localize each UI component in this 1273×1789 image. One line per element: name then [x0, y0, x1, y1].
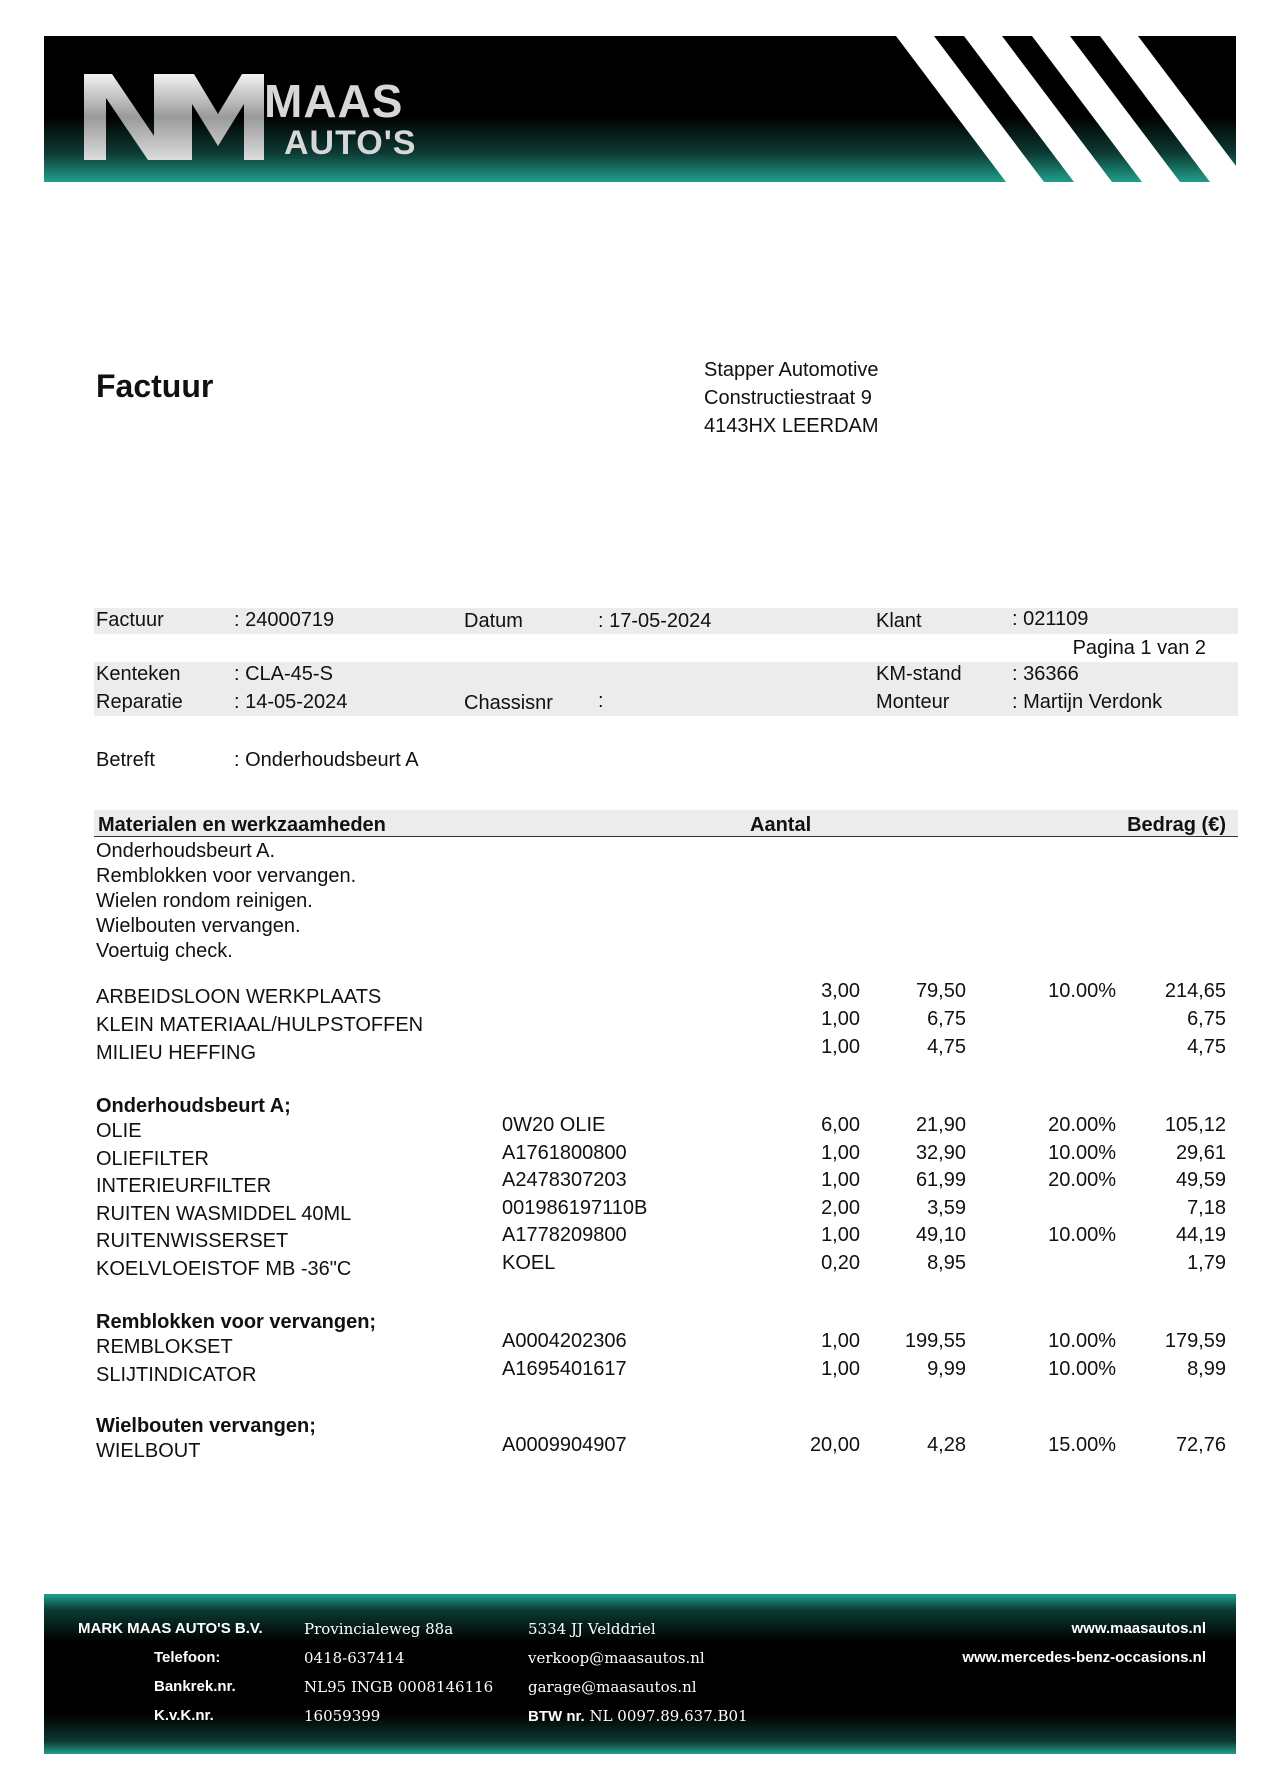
line-discount: 10.00% — [1048, 1224, 1116, 1247]
footer-btw — [528, 1707, 748, 1725]
footer-website-2[interactable]: www.mercedes-benz-occasions.nl — [962, 1649, 1206, 1666]
line-part-code: A1695401617 — [502, 1357, 627, 1380]
line-price: 4,75 — [927, 1036, 966, 1058]
chassis-value: : — [598, 690, 604, 712]
line-amount: 105,12 — [1164, 1114, 1226, 1136]
footer-city: 5334 JJ Velddriel — [528, 1620, 656, 1638]
line-amount: 179,59 — [1164, 1330, 1226, 1352]
line-qty: 20,00 — [809, 1434, 860, 1456]
line-description: OLIE — [96, 1120, 142, 1142]
line-amount: 4,75 — [1187, 1036, 1226, 1058]
footer-btw-label: BTW nr. — [528, 1708, 585, 1725]
line-amount: 72,76 — [1175, 1434, 1226, 1456]
line-amount: 49,59 — [1175, 1169, 1226, 1192]
kenteken-value: : CLA-45-S — [234, 663, 333, 685]
line-qty: 2,00 — [821, 1196, 860, 1219]
note-line: Remblokken voor vervangen. — [96, 865, 357, 887]
line-qty: 1,00 — [821, 1224, 860, 1247]
line-price: 61,99 — [915, 1169, 966, 1192]
line-description: WIELBOUT — [96, 1440, 201, 1462]
line-discount: 10.00% — [1048, 1330, 1116, 1352]
line-description: RUITEN WASMIDDEL 40ML — [96, 1202, 352, 1225]
line-description: OLIEFILTER — [96, 1147, 209, 1170]
line-amount: 7,18 — [1187, 1196, 1226, 1219]
line-price: 8,95 — [927, 1252, 966, 1274]
footer-email-verkoop[interactable]: verkoop@maasautos.nl — [528, 1649, 705, 1667]
footer-banner — [44, 1594, 1236, 1754]
line-part-code: KOEL — [502, 1252, 556, 1274]
address-line-2: Constructiestraat 9 — [704, 387, 872, 409]
factuur-value: : 24000719 — [234, 609, 335, 631]
note-line: Onderhoudsbeurt A. — [96, 840, 276, 862]
line-part-code: A1778209800 — [502, 1224, 627, 1247]
line-qty: 1,00 — [821, 1036, 860, 1058]
klant-label: Klant — [876, 610, 922, 632]
line-qty: 1,00 — [821, 1169, 860, 1192]
group-heading: Wielbouten vervangen; — [96, 1415, 316, 1437]
betreft-label: Betreft — [96, 749, 155, 771]
footer-telefoon-label: Telefoon: — [154, 1649, 221, 1666]
chassis-label: Chassisnr — [464, 692, 553, 714]
logo-text-maas: MAAS — [264, 75, 404, 127]
line-price: 79,50 — [915, 980, 966, 1002]
line-price: 32,90 — [915, 1141, 966, 1164]
line-description: RUITENWISSERSET — [96, 1230, 289, 1253]
address-line-3: 4143HX LEERDAM — [704, 415, 879, 437]
monteur-value: : Martijn Verdonk — [1012, 691, 1163, 713]
reparatie-label: Reparatie — [96, 691, 183, 713]
line-part-code: A2478307203 — [502, 1169, 627, 1192]
line-price: 21,90 — [915, 1114, 966, 1136]
footer-btw-value: NL 0097.89.637.B01 — [589, 1707, 748, 1725]
line-part-code: A0009904907 — [502, 1434, 627, 1456]
page-indicator: Pagina 1 van 2 — [1072, 637, 1206, 659]
line-qty: 1,00 — [821, 1330, 860, 1352]
line-amount: 1,79 — [1187, 1252, 1226, 1274]
line-part-code: A0004202306 — [502, 1330, 627, 1352]
line-discount: 15.00% — [1048, 1434, 1116, 1456]
footer-company: MARK MAAS AUTO'S B.V. — [78, 1620, 263, 1637]
monteur-label: Monteur — [876, 691, 950, 713]
line-qty: 1,00 — [821, 1008, 860, 1030]
line-discount: 20.00% — [1048, 1114, 1116, 1136]
line-part-code: 001986197110B — [502, 1196, 648, 1219]
line-qty: 6,00 — [821, 1114, 860, 1136]
line-description: ARBEIDSLOON WERKPLAATS — [96, 986, 382, 1008]
line-amount: 214,65 — [1164, 980, 1226, 1002]
line-price: 9,99 — [927, 1357, 966, 1380]
note-line: Wielbouten vervangen. — [96, 915, 301, 937]
line-qty: 1,00 — [821, 1141, 860, 1164]
footer-email-garage[interactable]: garage@maasautos.nl — [528, 1678, 697, 1696]
line-description: KLEIN MATERIAAL/HULPSTOFFEN — [96, 1014, 424, 1036]
footer-street: Provincialeweg 88a — [304, 1620, 454, 1638]
footer-phone: 0418-637414 — [304, 1649, 405, 1667]
footer-kvk-label: K.v.K.nr. — [154, 1707, 214, 1724]
footer-website-1[interactable]: www.maasautos.nl — [1071, 1620, 1206, 1637]
line-price: 3,59 — [927, 1196, 966, 1219]
kmstand-value: : 36366 — [1012, 663, 1079, 685]
klant-value: : 021109 — [1012, 608, 1089, 630]
datum-value: : 17-05-2024 — [598, 610, 712, 632]
page-title: Factuur — [96, 368, 214, 404]
line-part-code: A1761800800 — [502, 1141, 627, 1164]
line-price: 6,75 — [927, 1008, 966, 1030]
kenteken-label: Kenteken — [96, 663, 181, 685]
line-amount: 44,19 — [1175, 1224, 1226, 1247]
line-discount: 10.00% — [1048, 1141, 1116, 1164]
logo-mark-icon — [84, 74, 264, 160]
line-discount: 10.00% — [1048, 980, 1116, 1002]
line-amount: 6,75 — [1187, 1008, 1226, 1030]
line-description: INTERIEURFILTER — [96, 1175, 272, 1198]
address-line-1: Stapper Automotive — [704, 359, 879, 381]
line-amount: 8,99 — [1187, 1357, 1226, 1380]
line-description: MILIEU HEFFING — [96, 1042, 257, 1064]
footer-bank-label: Bankrek.nr. — [154, 1678, 236, 1695]
reparatie-value: : 14-05-2024 — [234, 691, 348, 713]
footer-kvk: 16059399 — [304, 1707, 381, 1725]
header-banner — [44, 36, 1236, 182]
group-heading: Onderhoudsbeurt A; — [96, 1095, 291, 1117]
line-amount: 29,61 — [1175, 1141, 1226, 1164]
line-description: SLIJTINDICATOR — [96, 1363, 257, 1386]
line-price: 49,10 — [915, 1224, 966, 1247]
line-qty: 1,00 — [821, 1357, 860, 1380]
line-price: 199,55 — [904, 1330, 966, 1352]
line-discount: 10.00% — [1048, 1357, 1116, 1380]
col-qty-header: Aantal — [750, 814, 812, 836]
line-description: REMBLOKSET — [96, 1336, 233, 1358]
line-qty: 3,00 — [821, 980, 860, 1002]
stripes-decoration — [856, 36, 1236, 182]
line-description: KOELVLOEISTOF MB -36"C — [96, 1258, 352, 1280]
col-amount-header: Bedrag (€) — [1127, 814, 1226, 836]
line-part-code: 0W20 OLIE — [502, 1114, 606, 1136]
line-price: 4,28 — [927, 1434, 966, 1456]
line-qty: 0,20 — [821, 1252, 860, 1274]
note-line: Wielen rondom reinigen. — [96, 890, 313, 912]
col-description-header: Materialen en werkzaamheden — [98, 814, 386, 836]
kmstand-label: KM-stand — [876, 663, 962, 685]
note-line: Voertuig check. — [96, 940, 233, 962]
logo-text-autos: AUTO'S — [284, 124, 417, 162]
footer-iban: NL95 INGB 0008146116 — [304, 1678, 494, 1696]
line-discount: 20.00% — [1048, 1169, 1116, 1192]
group-heading: Remblokken voor vervangen; — [96, 1311, 377, 1333]
factuur-label: Factuur — [96, 609, 164, 631]
datum-label: Datum — [464, 610, 523, 632]
betreft-value: : Onderhoudsbeurt A — [234, 749, 419, 771]
